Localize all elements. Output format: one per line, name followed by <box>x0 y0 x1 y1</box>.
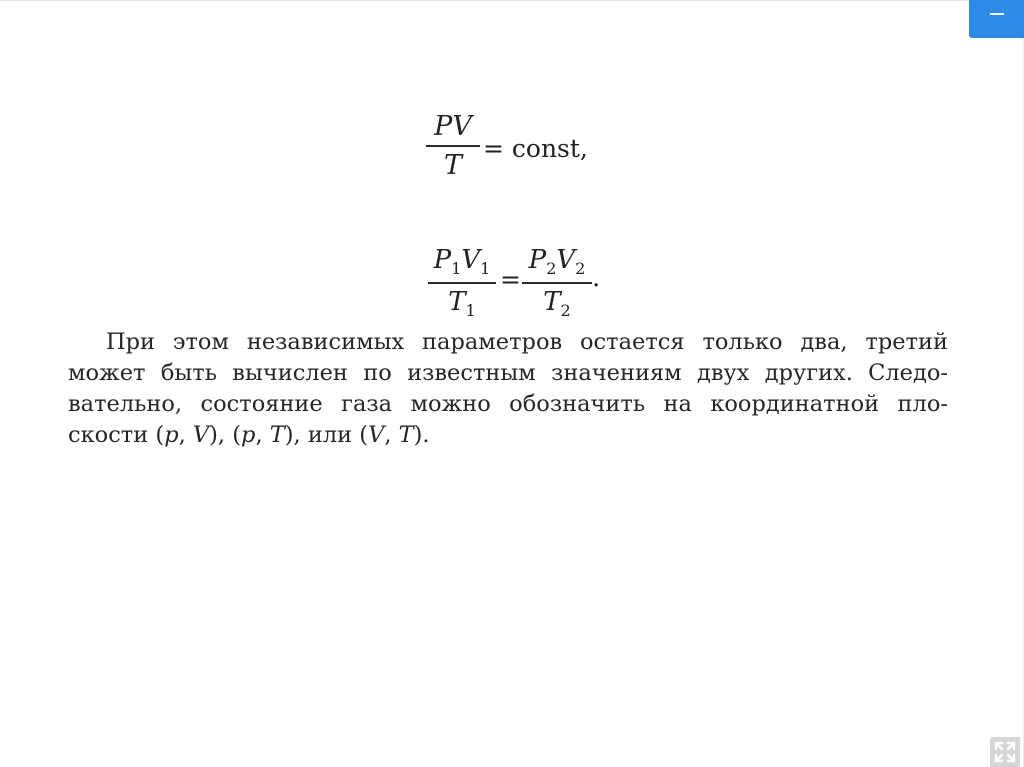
symbol-p: P <box>528 245 547 275</box>
fraction-bar <box>426 145 480 147</box>
text-fragment: ), или ( <box>284 422 369 448</box>
fraction-bar <box>428 282 496 284</box>
symbol-v: V <box>368 422 385 448</box>
paragraph-line-3: вательно, состояние газа можно обозначить на координатной пло- <box>68 391 948 417</box>
subscript: 1 <box>465 300 476 320</box>
text-fragment: , <box>384 422 399 448</box>
text-fragment: скости ( <box>68 422 165 448</box>
formula2-right-numerator <box>522 245 592 278</box>
formula2-right-denominator <box>522 287 592 320</box>
symbol-t: T <box>398 422 414 448</box>
symbol-p: P <box>433 245 452 275</box>
paragraph-line-4 <box>68 420 948 451</box>
formula-pv-over-t <box>426 112 480 181</box>
symbol-t: T <box>448 287 466 317</box>
symbol-v: V <box>556 245 576 275</box>
formula2-period: . <box>592 263 601 293</box>
symbol-p: p <box>241 422 256 448</box>
text-fragment: ). <box>413 422 430 448</box>
paragraph-line-1: При этом независимых параметров остается только два, третий <box>106 329 948 355</box>
body-paragraph <box>68 327 948 451</box>
symbol-p: p <box>164 422 179 448</box>
subscript: 1 <box>480 258 491 278</box>
fraction-bar <box>522 282 592 284</box>
formula1-numerator: PV <box>434 111 472 142</box>
symbol-v: V <box>192 422 210 448</box>
subscript: 2 <box>546 258 557 278</box>
fullscreen-icon[interactable] <box>990 737 1020 767</box>
text-fragment: ), ( <box>209 422 242 448</box>
formula-right-fraction <box>522 245 592 320</box>
minus-icon <box>990 13 1004 15</box>
collapse-button[interactable] <box>969 0 1024 38</box>
formula-left-fraction <box>428 245 496 320</box>
formula2-left-denominator <box>428 287 496 320</box>
subscript: 2 <box>575 258 586 278</box>
paragraph-line-2: может быть вычислен по известным значениям двух других. Следо- <box>68 360 948 386</box>
formula1-rhs: = const, <box>483 134 588 163</box>
subscript: 2 <box>560 300 571 320</box>
subscript: 1 <box>451 258 462 278</box>
symbol-t: T <box>269 422 285 448</box>
symbol-v: V <box>461 245 481 275</box>
formula1-denominator: T <box>443 150 462 181</box>
text-fragment: , <box>255 422 270 448</box>
formula2-left-numerator <box>428 245 496 278</box>
top-border <box>0 0 1024 1</box>
symbol-t: T <box>543 287 561 317</box>
fullscreen-glyph <box>990 737 1020 767</box>
formula2-equals: = <box>500 265 521 294</box>
text-fragment: , <box>178 422 193 448</box>
